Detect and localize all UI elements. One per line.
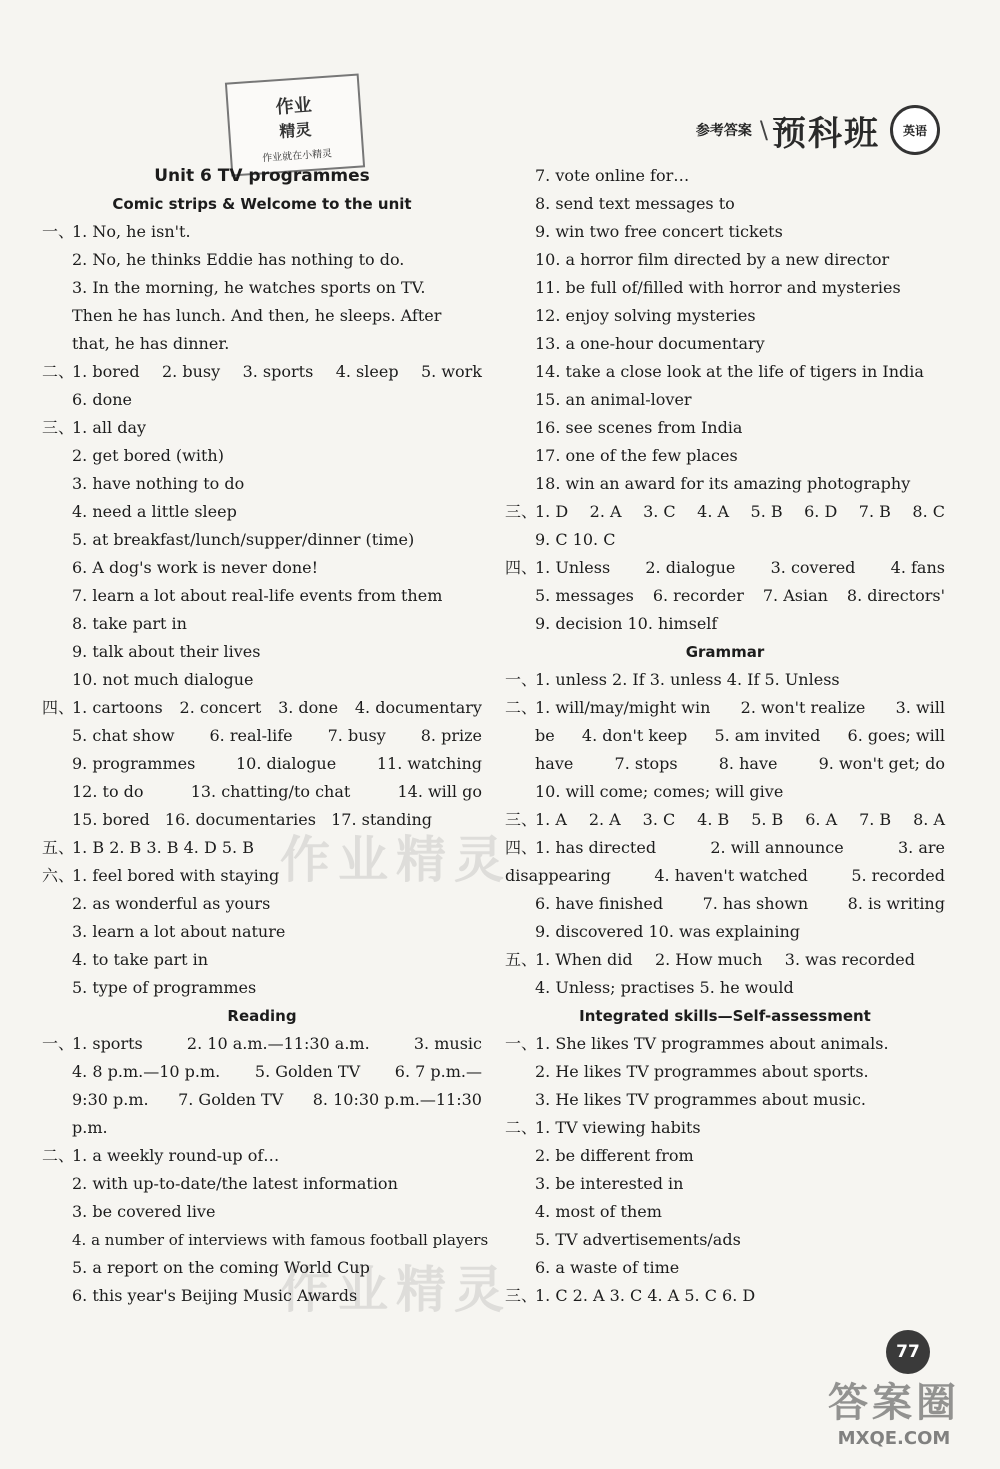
answer-text: 1. When did bbox=[535, 950, 633, 969]
answer-line: 3. be interested in bbox=[535, 1174, 684, 1193]
answer-line bbox=[42, 414, 482, 442]
answer-line: 18. win an award for its amazing photography bbox=[535, 474, 911, 493]
answer-text: 3. will bbox=[895, 698, 945, 717]
answer-text: 12. to do bbox=[72, 782, 144, 801]
unit-title: Unit 6 TV programmes bbox=[154, 166, 370, 186]
answer-line: 8. send text messages to bbox=[535, 194, 735, 213]
answer-text bbox=[42, 1030, 143, 1058]
answer-text: 16. documentaries bbox=[164, 810, 316, 829]
answer-text bbox=[505, 554, 610, 582]
left-column bbox=[42, 162, 489, 1310]
header-slash: \ bbox=[759, 116, 768, 144]
answer-text: 10. dialogue bbox=[236, 754, 337, 773]
answer-line: 6. done bbox=[72, 390, 132, 409]
answer-line: 12. enjoy solving mysteries bbox=[535, 306, 756, 325]
answer-line bbox=[42, 1142, 482, 1170]
answer-text bbox=[505, 946, 633, 974]
answer-text: 6. 7 p.m.— bbox=[394, 1062, 482, 1081]
answer-text: 5. am invited bbox=[714, 726, 821, 745]
answer-text: 4. sleep bbox=[335, 362, 399, 381]
answer-line: 14. take a close look at the life of tigers in India bbox=[535, 362, 924, 381]
answer-text: 2. concert bbox=[179, 698, 262, 717]
section-title: Comic strips & Welcome to the unit bbox=[112, 195, 412, 213]
answer-text: 6. goes; will bbox=[847, 726, 945, 745]
answer-line: 13. a one-hour documentary bbox=[535, 334, 765, 353]
answer-line: 3. have nothing to do bbox=[72, 474, 245, 493]
answer-line: 6. this year's Beijing Music Awards bbox=[72, 1286, 358, 1305]
section-mark: 四、 bbox=[505, 558, 538, 577]
answer-line: that, he has dinner. bbox=[72, 334, 230, 353]
answer-text: 2. will announce bbox=[710, 838, 844, 857]
answer-line bbox=[505, 722, 945, 750]
section-mark: 五、 bbox=[505, 950, 538, 969]
answer-text: 6. recorder bbox=[652, 586, 744, 605]
answer-line: 3. learn a lot about nature bbox=[72, 922, 286, 941]
answer-text: 3. was recorded bbox=[784, 950, 915, 969]
answer-text: 1. No, he isn't. bbox=[72, 222, 191, 241]
section-mark: 二、 bbox=[505, 1118, 538, 1137]
answer-line: 2. as wonderful as yours bbox=[72, 894, 271, 913]
right-column bbox=[505, 162, 945, 1310]
answer-text bbox=[505, 834, 656, 862]
answer-text: 8. have bbox=[718, 754, 778, 773]
section-mark: 一、 bbox=[505, 670, 538, 689]
answer-line bbox=[505, 1030, 945, 1058]
answer-line bbox=[505, 946, 945, 974]
answer-line: 2. with up-to-date/the latest information bbox=[72, 1174, 398, 1193]
section-mark: 一、 bbox=[42, 222, 75, 241]
answer-text: 2. 10 a.m.—11:30 a.m. bbox=[186, 1034, 370, 1053]
answer-text: 6. A bbox=[805, 810, 838, 829]
answer-line bbox=[42, 218, 482, 246]
header-badge: 英语 bbox=[890, 105, 940, 155]
section-mark: 三、 bbox=[505, 502, 538, 521]
stamp-line1: 作业 bbox=[275, 94, 313, 119]
answer-line: 5. type of programmes bbox=[72, 978, 257, 997]
answer-text: 15. bored bbox=[72, 810, 150, 829]
answer-text: 3. are bbox=[897, 838, 945, 857]
answer-line bbox=[505, 750, 945, 778]
answer-text: 1. She likes TV programmes about animals. bbox=[535, 1034, 889, 1053]
answer-line: 17. one of the few places bbox=[535, 446, 738, 465]
section-mark: 三、 bbox=[505, 810, 538, 829]
answer-line: 9. C 10. C bbox=[535, 530, 616, 549]
answer-text: be bbox=[535, 726, 555, 745]
answer-text: 2. dialogue bbox=[645, 558, 736, 577]
answer-text: 3. In the morning, he watches sports on TV. bbox=[72, 278, 426, 297]
answer-line: 5. a report on the coming World Cup bbox=[72, 1258, 370, 1277]
stamp-line3: 作业就在小精灵 bbox=[261, 148, 333, 165]
answer-line: 16. see scenes from India bbox=[535, 418, 743, 437]
answer-line: 4. a number of interviews with famous football players bbox=[72, 1231, 489, 1249]
answer-line: 3. be covered live bbox=[72, 1202, 216, 1221]
section-mark: 一、 bbox=[42, 1034, 75, 1053]
corner-logo bbox=[828, 1371, 960, 1449]
answer-text: 7. B bbox=[859, 810, 892, 829]
answer-text: 7. busy bbox=[327, 726, 386, 745]
section-mark: 三、 bbox=[505, 1286, 538, 1305]
answer-line: 9. win two free concert tickets bbox=[535, 222, 783, 241]
answer-text: 3. C bbox=[643, 502, 676, 521]
answer-line bbox=[505, 806, 945, 834]
answer-text: 3. sports bbox=[242, 362, 314, 381]
answer-text: 9. won't get; do bbox=[818, 754, 945, 773]
answer-text bbox=[42, 358, 140, 386]
answer-line: Then he has lunch. And then, he sleeps. After bbox=[72, 306, 442, 325]
answer-line: p.m. bbox=[72, 1118, 108, 1137]
answer-line: 10. not much dialogue bbox=[72, 670, 254, 689]
answer-text: 2. A bbox=[588, 810, 621, 829]
answer-text: 4. haven't watched bbox=[654, 866, 808, 885]
answer-text: disappearing bbox=[505, 866, 611, 885]
answer-text: 8. 10:30 p.m.—11:30 bbox=[312, 1090, 482, 1109]
section-title: Reading bbox=[227, 1007, 297, 1025]
answer-text: 1. sports bbox=[72, 1034, 143, 1053]
corner-logo-line2: MXQE.COM bbox=[837, 1428, 951, 1449]
answer-text: 1. A bbox=[535, 810, 567, 829]
answer-line bbox=[505, 666, 945, 694]
answer-line bbox=[505, 582, 945, 610]
answer-text: 9. programmes bbox=[72, 754, 196, 773]
answer-text: 5. work bbox=[420, 362, 482, 381]
answer-text: 11. watching bbox=[376, 754, 482, 773]
section-mark: 一、 bbox=[505, 1034, 538, 1053]
answer-line bbox=[42, 1030, 482, 1058]
answer-text: 6. D bbox=[804, 502, 838, 521]
answer-text bbox=[505, 694, 710, 722]
answer-text: 1. feel bored with staying bbox=[72, 866, 280, 885]
answer-line bbox=[42, 694, 482, 722]
answer-text: 2. How much bbox=[654, 950, 763, 969]
answer-line: 3. He likes TV programmes about music. bbox=[535, 1090, 867, 1109]
section-title: Integrated skills—Self-assessment bbox=[579, 1007, 871, 1025]
answer-line bbox=[505, 694, 945, 722]
answer-line bbox=[505, 1282, 945, 1310]
answer-text: 1. a weekly round-up of… bbox=[72, 1146, 280, 1165]
answer-text: 3. music bbox=[413, 1034, 482, 1053]
answer-line: 5. TV advertisements/ads bbox=[535, 1230, 741, 1249]
answer-text: 8. prize bbox=[420, 726, 482, 745]
answer-text: 5. chat show bbox=[72, 726, 175, 745]
answer-text: 14. will go bbox=[397, 782, 482, 801]
section-mark: 二、 bbox=[42, 1146, 75, 1165]
answer-line: 6. A dog's work is never done! bbox=[72, 558, 319, 577]
answer-text: 7. stops bbox=[614, 754, 678, 773]
answer-text: 1. unless 2. If 3. unless 4. If 5. Unless bbox=[535, 670, 840, 689]
answer-line bbox=[505, 862, 945, 890]
answer-text bbox=[505, 498, 568, 526]
answer-text: 5. B bbox=[751, 810, 784, 829]
answer-line bbox=[505, 890, 945, 918]
watermark: 作业精灵 bbox=[280, 1261, 512, 1319]
answer-line: 4. to take part in bbox=[72, 950, 209, 969]
answer-text: 2. busy bbox=[162, 362, 221, 381]
section-mark: 三、 bbox=[42, 418, 75, 437]
answer-line bbox=[42, 358, 482, 386]
answer-line bbox=[505, 834, 945, 862]
answer-line bbox=[505, 1114, 945, 1142]
section-mark: 六、 bbox=[42, 866, 75, 885]
answer-text: 7. Asian bbox=[762, 586, 828, 605]
section-mark: 五、 bbox=[42, 838, 75, 857]
answer-line: 2. He likes TV programmes about sports. bbox=[535, 1062, 869, 1081]
answer-line bbox=[42, 750, 482, 778]
answer-line bbox=[42, 778, 482, 806]
answer-text: 3. covered bbox=[770, 558, 856, 577]
answer-text: 1. B 2. B 3. B 4. D 5. B bbox=[72, 838, 254, 857]
answer-text: 13. chatting/to chat bbox=[190, 782, 351, 801]
answer-line: 9. discovered 10. was explaining bbox=[535, 922, 801, 941]
answer-text: 3. done bbox=[278, 698, 339, 717]
answer-line bbox=[505, 554, 945, 582]
answer-text: 4. 8 p.m.—10 p.m. bbox=[72, 1062, 221, 1081]
answer-text: 7. Golden TV bbox=[178, 1090, 284, 1109]
answer-text: 1. has directed bbox=[535, 838, 657, 857]
answer-line: 10. a horror film directed by a new director bbox=[535, 250, 890, 269]
answer-text: 2. A bbox=[589, 502, 622, 521]
answer-text: 1. all day bbox=[72, 418, 147, 437]
answer-text: 17. standing bbox=[331, 810, 432, 829]
answer-line bbox=[42, 722, 482, 750]
answer-line: 8. take part in bbox=[72, 614, 187, 633]
answer-line: 6. a waste of time bbox=[535, 1258, 680, 1277]
answer-text: 9:30 p.m. bbox=[72, 1090, 149, 1109]
answer-text: have bbox=[535, 754, 574, 773]
answer-line bbox=[42, 1058, 482, 1086]
answer-line: 7. vote online for… bbox=[535, 166, 690, 185]
answer-text bbox=[42, 694, 163, 722]
answer-text: 1. C 2. A 3. C 4. A 5. C 6. D bbox=[535, 1286, 756, 1305]
header-title: 预科班 bbox=[772, 113, 880, 154]
answer-line: 10. will come; comes; will give bbox=[535, 782, 784, 801]
answer-text: 4. documentary bbox=[354, 698, 482, 717]
answer-text: 1. Unless bbox=[535, 558, 611, 577]
answer-text: 4. B bbox=[697, 810, 730, 829]
answer-line bbox=[42, 274, 482, 302]
answer-line: 2. No, he thinks Eddie has nothing to do. bbox=[72, 250, 405, 269]
answer-text: 5. B bbox=[750, 502, 783, 521]
answer-line: 2. be different from bbox=[535, 1146, 694, 1165]
page-number: 77 bbox=[886, 1330, 930, 1374]
answer-text: 6. real-life bbox=[209, 726, 293, 745]
answer-line: 5. at breakfast/lunch/supper/dinner (time) bbox=[72, 530, 415, 549]
answer-line: 11. be full of/filled with horror and mysteries bbox=[535, 278, 901, 297]
answer-text: 7. B bbox=[858, 502, 891, 521]
answer-text: 5. messages bbox=[535, 586, 634, 605]
answer-line: 4. need a little sleep bbox=[72, 502, 237, 521]
answer-text: 8. directors' bbox=[846, 586, 945, 605]
answer-text bbox=[505, 806, 567, 834]
answer-line: 4. Unless; practises 5. he would bbox=[535, 978, 794, 997]
section-mark: 二、 bbox=[505, 698, 538, 717]
answer-line bbox=[42, 806, 482, 834]
watermark: 作业精灵 bbox=[280, 831, 512, 889]
answer-text: 2. won't realize bbox=[740, 698, 866, 717]
answer-text: 1. TV viewing habits bbox=[535, 1118, 701, 1137]
section-mark: 二、 bbox=[42, 362, 75, 381]
answer-text: 8. A bbox=[913, 810, 945, 829]
answer-text: 6. have finished bbox=[535, 894, 664, 913]
answer-line: 4. most of them bbox=[535, 1202, 662, 1221]
answer-text: 1. cartoons bbox=[72, 698, 163, 717]
answer-text: 1. bored bbox=[72, 362, 140, 381]
answer-text: 4. don't keep bbox=[581, 726, 688, 745]
answer-text: 7. has shown bbox=[702, 894, 809, 913]
answer-text: 5. Golden TV bbox=[254, 1062, 361, 1081]
answer-text: 8. is writing bbox=[847, 894, 945, 913]
section-mark: 四、 bbox=[505, 838, 538, 857]
answer-text: 4. fans bbox=[890, 558, 945, 577]
answer-line bbox=[42, 834, 482, 862]
answer-line: 9. talk about their lives bbox=[72, 642, 261, 661]
answer-line bbox=[42, 862, 482, 890]
corner-logo-line1: 答案圈 bbox=[828, 1380, 960, 1426]
section-mark: 四、 bbox=[42, 698, 75, 717]
answer-text: 5. recorded bbox=[851, 866, 945, 885]
answer-line: 15. an animal-lover bbox=[535, 390, 692, 409]
answer-line bbox=[42, 1086, 482, 1114]
answer-text: 8. C bbox=[912, 502, 945, 521]
answer-text: 1. will/may/might win bbox=[535, 698, 711, 717]
answer-text: 4. A bbox=[697, 502, 730, 521]
header-small-label: 参考答案 bbox=[695, 123, 752, 139]
answer-text: 3. C bbox=[642, 810, 676, 829]
page-header bbox=[696, 100, 940, 160]
answer-line: 7. learn a lot about real-life events from them bbox=[72, 586, 443, 605]
answer-line bbox=[505, 498, 945, 526]
answer-text: 1. D bbox=[535, 502, 569, 521]
answer-line: 9. decision 10. himself bbox=[535, 614, 718, 633]
stamp-line2: 精灵 bbox=[278, 119, 313, 142]
answer-line: 2. get bored (with) bbox=[72, 446, 224, 465]
section-title: Grammar bbox=[685, 643, 765, 661]
